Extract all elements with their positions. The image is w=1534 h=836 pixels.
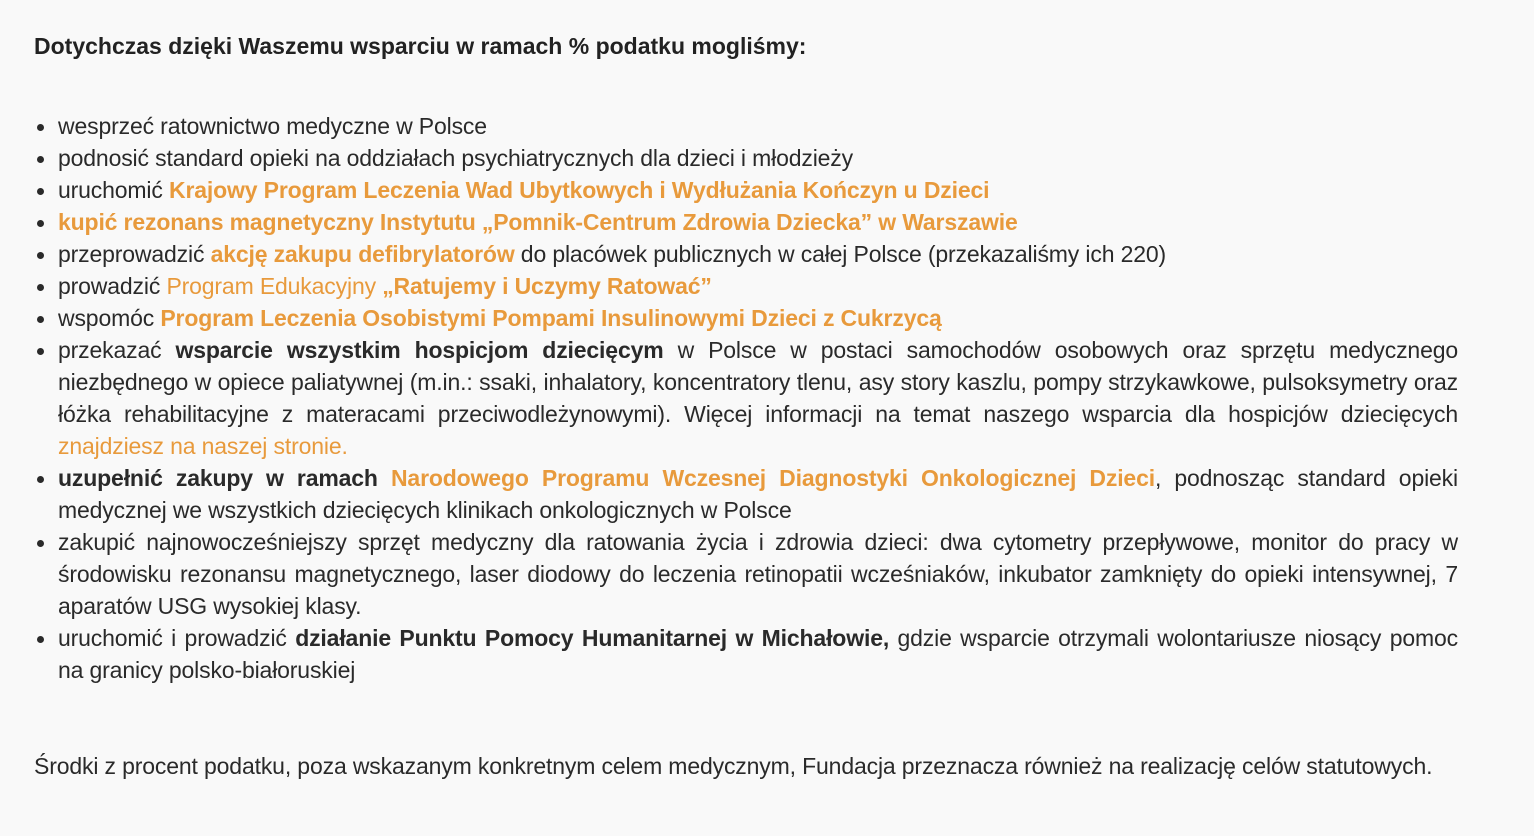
item-prefix: przekazać — [58, 337, 176, 363]
item-prefix: wspomóc — [58, 305, 161, 331]
list-item — [58, 206, 1458, 238]
list-item — [58, 526, 1458, 622]
item-prefix: przeprowadzić — [58, 241, 211, 267]
list-item — [58, 462, 1458, 526]
item-bold: wsparcie wszystkim hospicjom dziecięcym — [175, 337, 664, 363]
achievements-list — [58, 110, 1458, 686]
list-item — [58, 622, 1458, 686]
item-suffix: , podnosząc standard opieki medycznej we wszystkich dziecięcych klinikach onkologicznych w Polsce — [58, 465, 1458, 523]
item-prefix: uruchomić — [58, 177, 169, 203]
item-suffix: do placówek publicznych w całej Polsce (przekazaliśmy ich 220) — [514, 241, 1167, 267]
item-text: zakupić najnowocześniejszy sprzęt medyczny dla ratowania życia i zdrowia dzieci: dwa cytometry przepływowe, monitor do pracy w środowisku rezonansu magnetycznego, laser diodowy do leczenia retinopatii wcześniaków, inkubator zamknięty do opieki intensywnej, 7 aparatów USG wysokiej klasy. — [58, 529, 1458, 619]
item-text: wesprzeć ratownictwo medyczne w Polsce — [58, 113, 487, 139]
list-item — [58, 174, 1458, 206]
link-program-edukacyjny[interactable]: Program Edukacyjny — [166, 273, 383, 299]
link-defibrylatory[interactable]: akcję zakupu defibrylatorów — [210, 241, 515, 267]
list-item — [58, 334, 1458, 462]
link-rezonans-czd[interactable]: kupić rezonans magnetyczny Instytutu „Pomnik-Centrum Zdrowia Dziecka” w Warszawie — [58, 209, 1018, 235]
list-item — [58, 142, 1458, 174]
item-suffix: gdzie wsparcie otrzymali wolontariusze niosący pomoc na granicy polsko-białoruskiej — [58, 625, 1458, 683]
list-item — [58, 270, 1458, 302]
footer-note: Środki z procent podatku, poza wskazanym konkretnym celem medycznym, Fundacja przeznacza również na realizację celów statutowych. — [34, 753, 1433, 779]
list-item — [58, 238, 1458, 270]
link-hospicja-strona[interactable]: znajdziesz na naszej stronie. — [58, 433, 348, 459]
item-prefix: prowadzić — [58, 273, 167, 299]
item-bold: działanie Punktu Pomocy Humanitarnej w Michałowie, — [295, 625, 890, 651]
link-ratujemy-i-uczymy[interactable]: „Ratujemy i Uczymy Ratować” — [382, 273, 712, 299]
list-item — [58, 302, 1458, 334]
item-bold: uzupełnić zakupy w ramach — [58, 465, 391, 491]
section-heading: Dotychczas dzięki Waszemu wsparciu w ramach % podatku mogliśmy: — [34, 33, 807, 59]
list-item — [58, 110, 1458, 142]
item-suffix: w Polsce w postaci samochodów osobowych oraz sprzętu medycznego niezbędnego w opiece paliatywnej (m.in.: ssaki, inhalatory, koncentratory tlenu, asy story kaszlu, pompy strzykawkowe, pulsoksymetry oraz łóżka rehabilitacyjne z materacami przeciwodleżynowymi). Więcej informacji na temat naszego wsparcia dla hospicjów dziecięcych — [58, 337, 1458, 427]
item-text: podnosić standard opieki na oddziałach psychiatrycznych dla dzieci i młodzieży — [58, 145, 854, 171]
link-diagnostyka-onkologiczna[interactable]: Narodowego Programu Wczesnej Diagnostyki Onkologicznej Dzieci — [390, 465, 1155, 491]
item-prefix: uruchomić i prowadzić — [58, 625, 296, 651]
link-pompy-insulinowe[interactable]: Program Leczenia Osobistymi Pompami Insulinowymi Dzieci z Cukrzycą — [160, 305, 942, 331]
link-wad-ubytkowych-program[interactable]: Krajowy Program Leczenia Wad Ubytkowych i Wydłużania Kończyn u Dzieci — [169, 177, 990, 203]
